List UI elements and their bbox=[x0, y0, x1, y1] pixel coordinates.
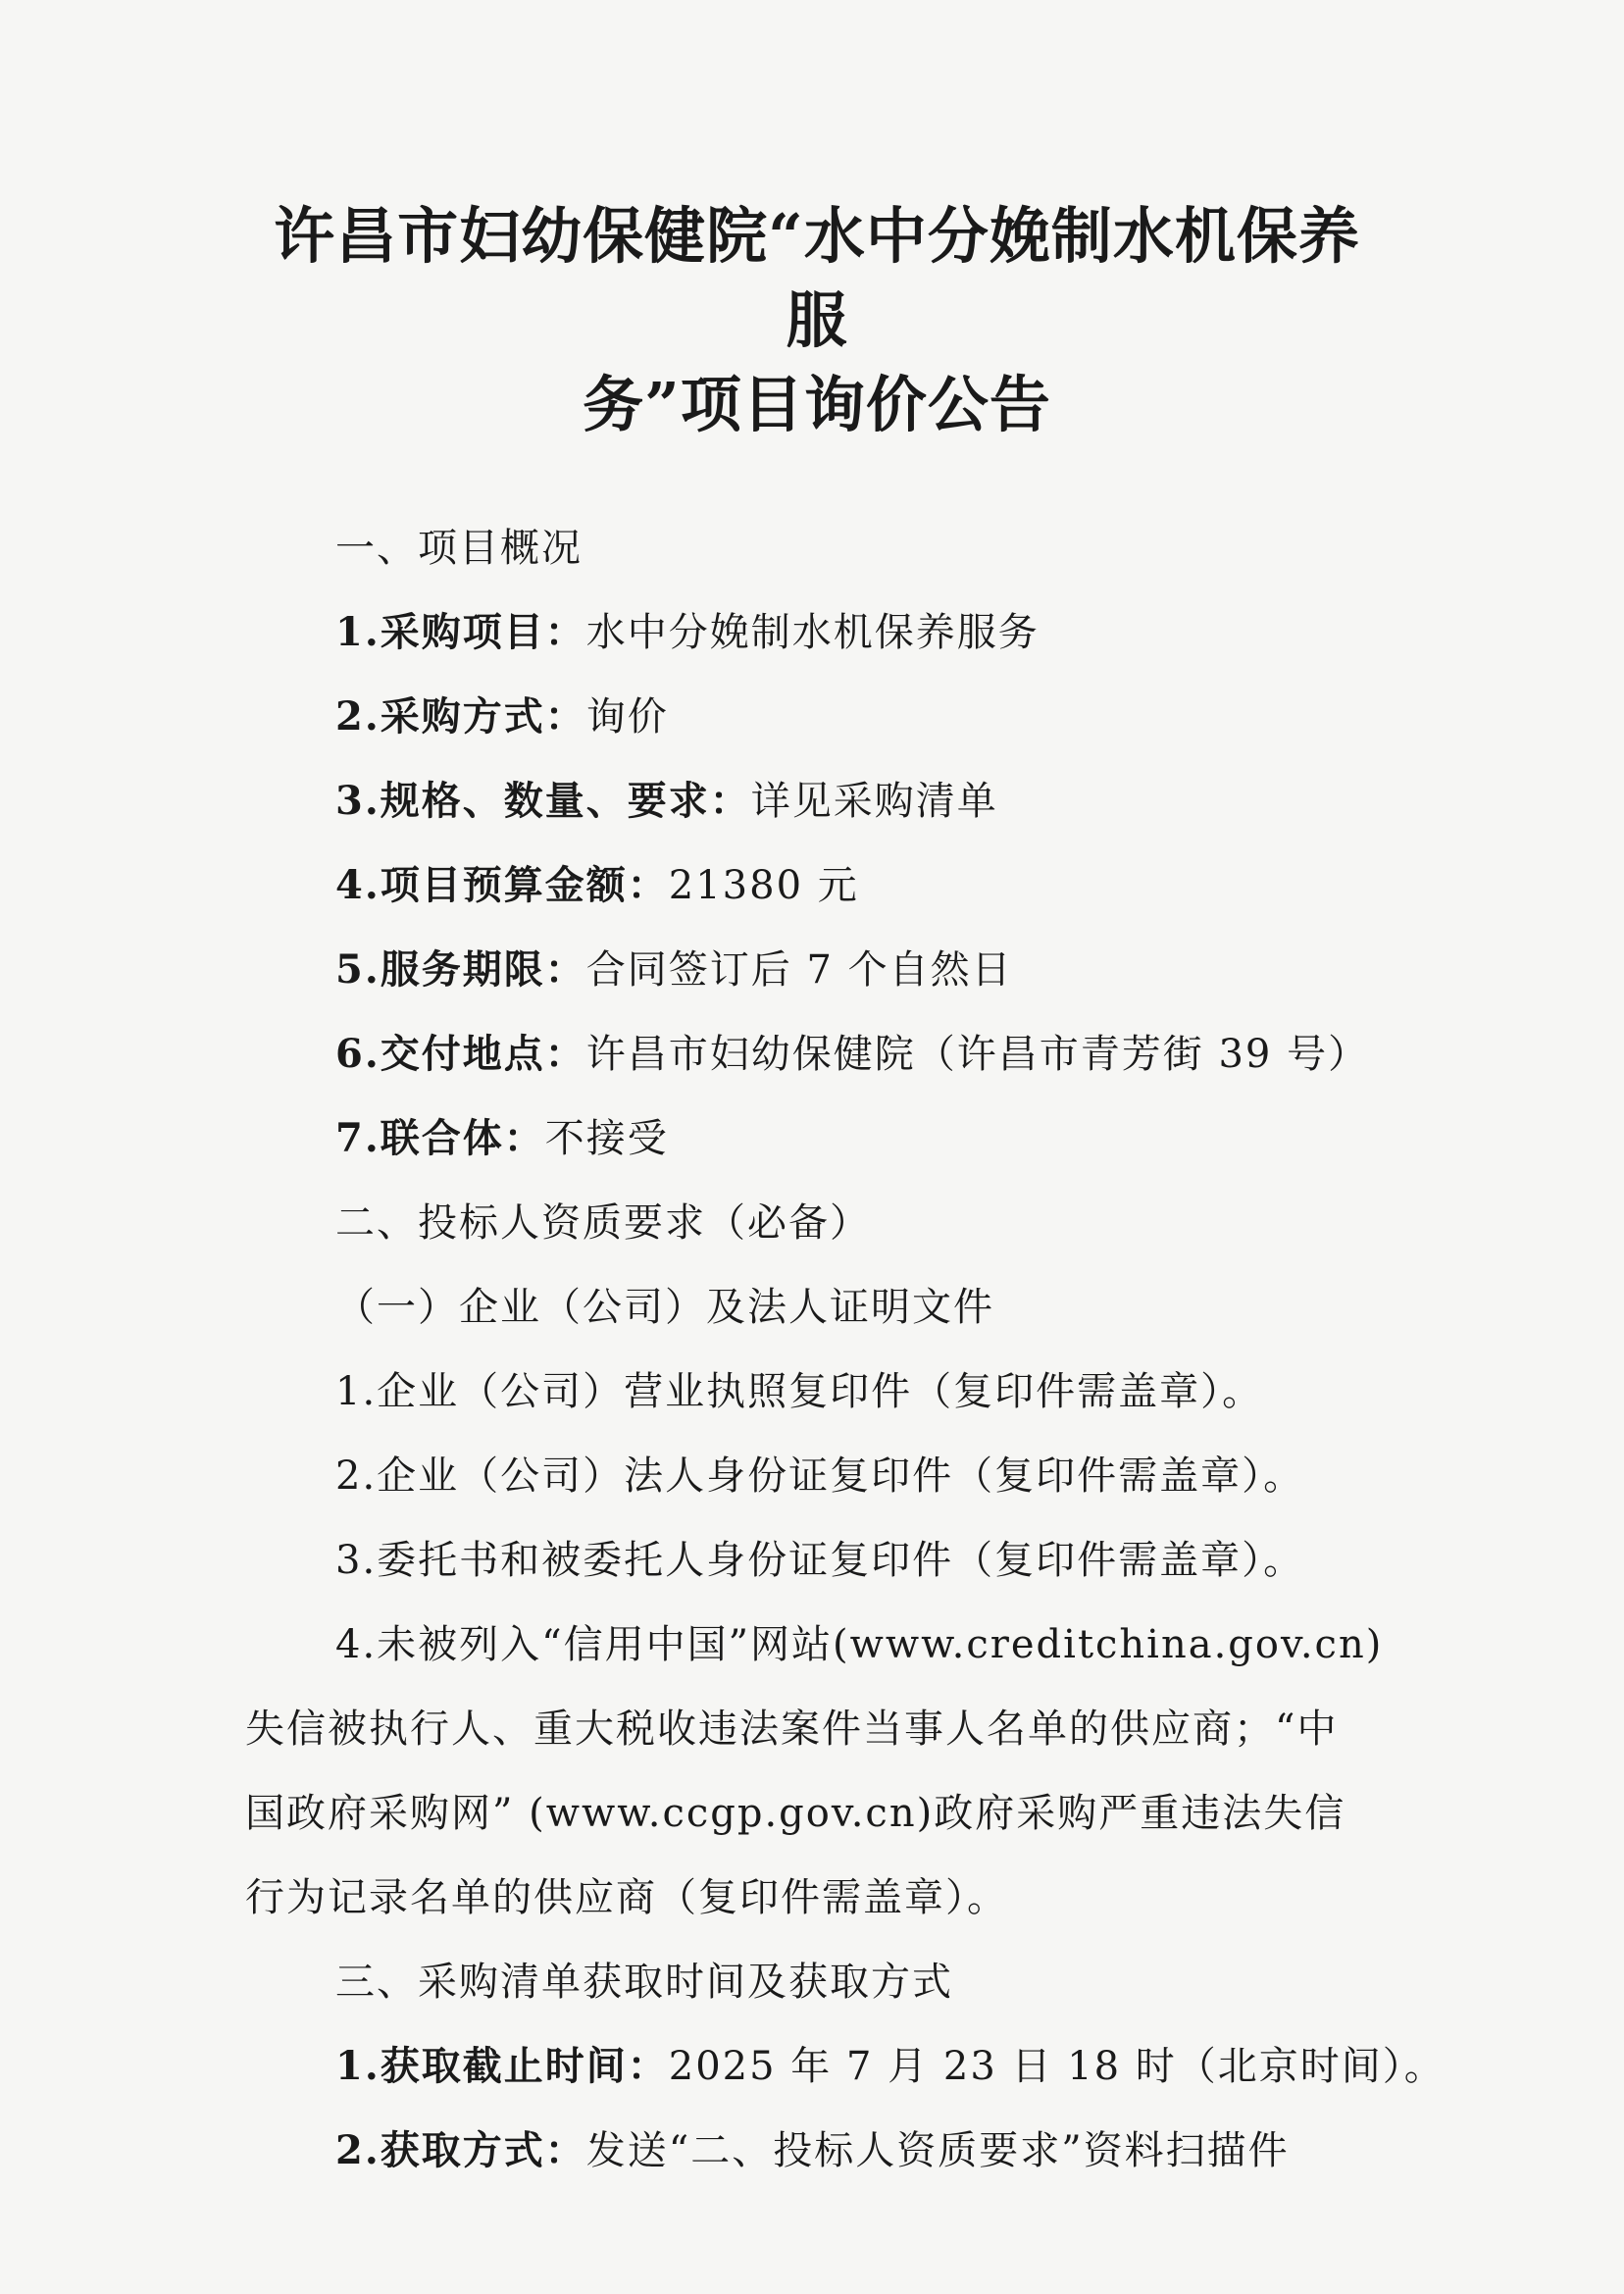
overview-item bbox=[245, 843, 1389, 928]
document-title bbox=[245, 194, 1389, 447]
item-label: 1.获取截止时间： bbox=[335, 2043, 669, 2089]
qualification-item: 1.企业（公司）营业执照复印件（复印件需盖章）。 bbox=[335, 1369, 1264, 1414]
item-label: 3.规格、数量、要求： bbox=[335, 778, 751, 824]
title-line-1: 许昌市妇幼保健院“水中分娩制水机保养服 bbox=[274, 200, 1360, 356]
item-value: 询价 bbox=[585, 694, 669, 739]
overview-item bbox=[245, 675, 1389, 759]
section-2-heading: 二、投标人资质要求（必备） bbox=[335, 1200, 871, 1246]
item-value: 发送“二、投标人资质要求”资料扫描件 bbox=[585, 2128, 1290, 2173]
item-label: 7.联合体： bbox=[335, 1115, 545, 1161]
item-label: 5.服务期限： bbox=[335, 946, 586, 993]
item-value: 详见采购清单 bbox=[750, 779, 998, 824]
document-body bbox=[245, 506, 1446, 2193]
item-value: 合同签订后 7 个自然日 bbox=[585, 947, 1013, 993]
item-label: 4.项目预算金额： bbox=[335, 862, 669, 908]
qualification-item: 3.委托书和被委托人身份证复印件（复印件需盖章）。 bbox=[335, 1538, 1305, 1583]
item-value: 许昌市妇幼保健院（许昌市青芳街 39 号） bbox=[585, 1032, 1370, 1077]
qualification-item: 2.企业（公司）法人身份证复印件（复印件需盖章）。 bbox=[335, 1453, 1305, 1499]
overview-item bbox=[245, 928, 1389, 1012]
item-label: 2.获取方式： bbox=[335, 2127, 586, 2173]
overview-item bbox=[245, 590, 1389, 675]
title-line-2: 务”项目询价公告 bbox=[583, 369, 1051, 440]
overview-item bbox=[245, 759, 1389, 843]
qualification-item-4-line: 失信被执行人、重大税收违法案件当事人名单的供应商；“中 bbox=[245, 1707, 1339, 1752]
acquisition-item bbox=[245, 2109, 1389, 2193]
item-value: 水中分娩制水机保养服务 bbox=[585, 610, 1040, 655]
item-label: 2.采购方式： bbox=[335, 693, 586, 739]
overview-item bbox=[245, 1012, 1389, 1096]
item-label: 6.交付地点： bbox=[335, 1031, 586, 1077]
item-value: 不接受 bbox=[544, 1116, 669, 1161]
item-label: 1.采购项目： bbox=[335, 609, 586, 655]
section-1-heading: 一、项目概况 bbox=[335, 526, 583, 571]
qualification-item-4 bbox=[245, 1603, 1389, 1940]
item-value: 21380 元 bbox=[668, 863, 859, 908]
acquisition-item bbox=[245, 2024, 1446, 2109]
qualification-item-4-line: 行为记录名单的供应商（复印件需盖章）。 bbox=[245, 1875, 1008, 1920]
item-value: 2025 年 7 月 23 日 18 时（北京时间）。 bbox=[668, 2044, 1446, 2089]
qualification-item-4-line: 4.未被列入“信用中国”网站(www.creditchina.gov.cn) bbox=[335, 1622, 1384, 1667]
qualification-item-4-line: 国政府采购网” (www.ccgp.gov.cn)政府采购严重违法失信 bbox=[245, 1791, 1346, 1836]
overview-item bbox=[245, 1096, 1389, 1181]
section-2-subheading: （一）企业（公司）及法人证明文件 bbox=[335, 1285, 994, 1330]
section-3-heading: 三、采购清单获取时间及获取方式 bbox=[335, 1960, 953, 2005]
